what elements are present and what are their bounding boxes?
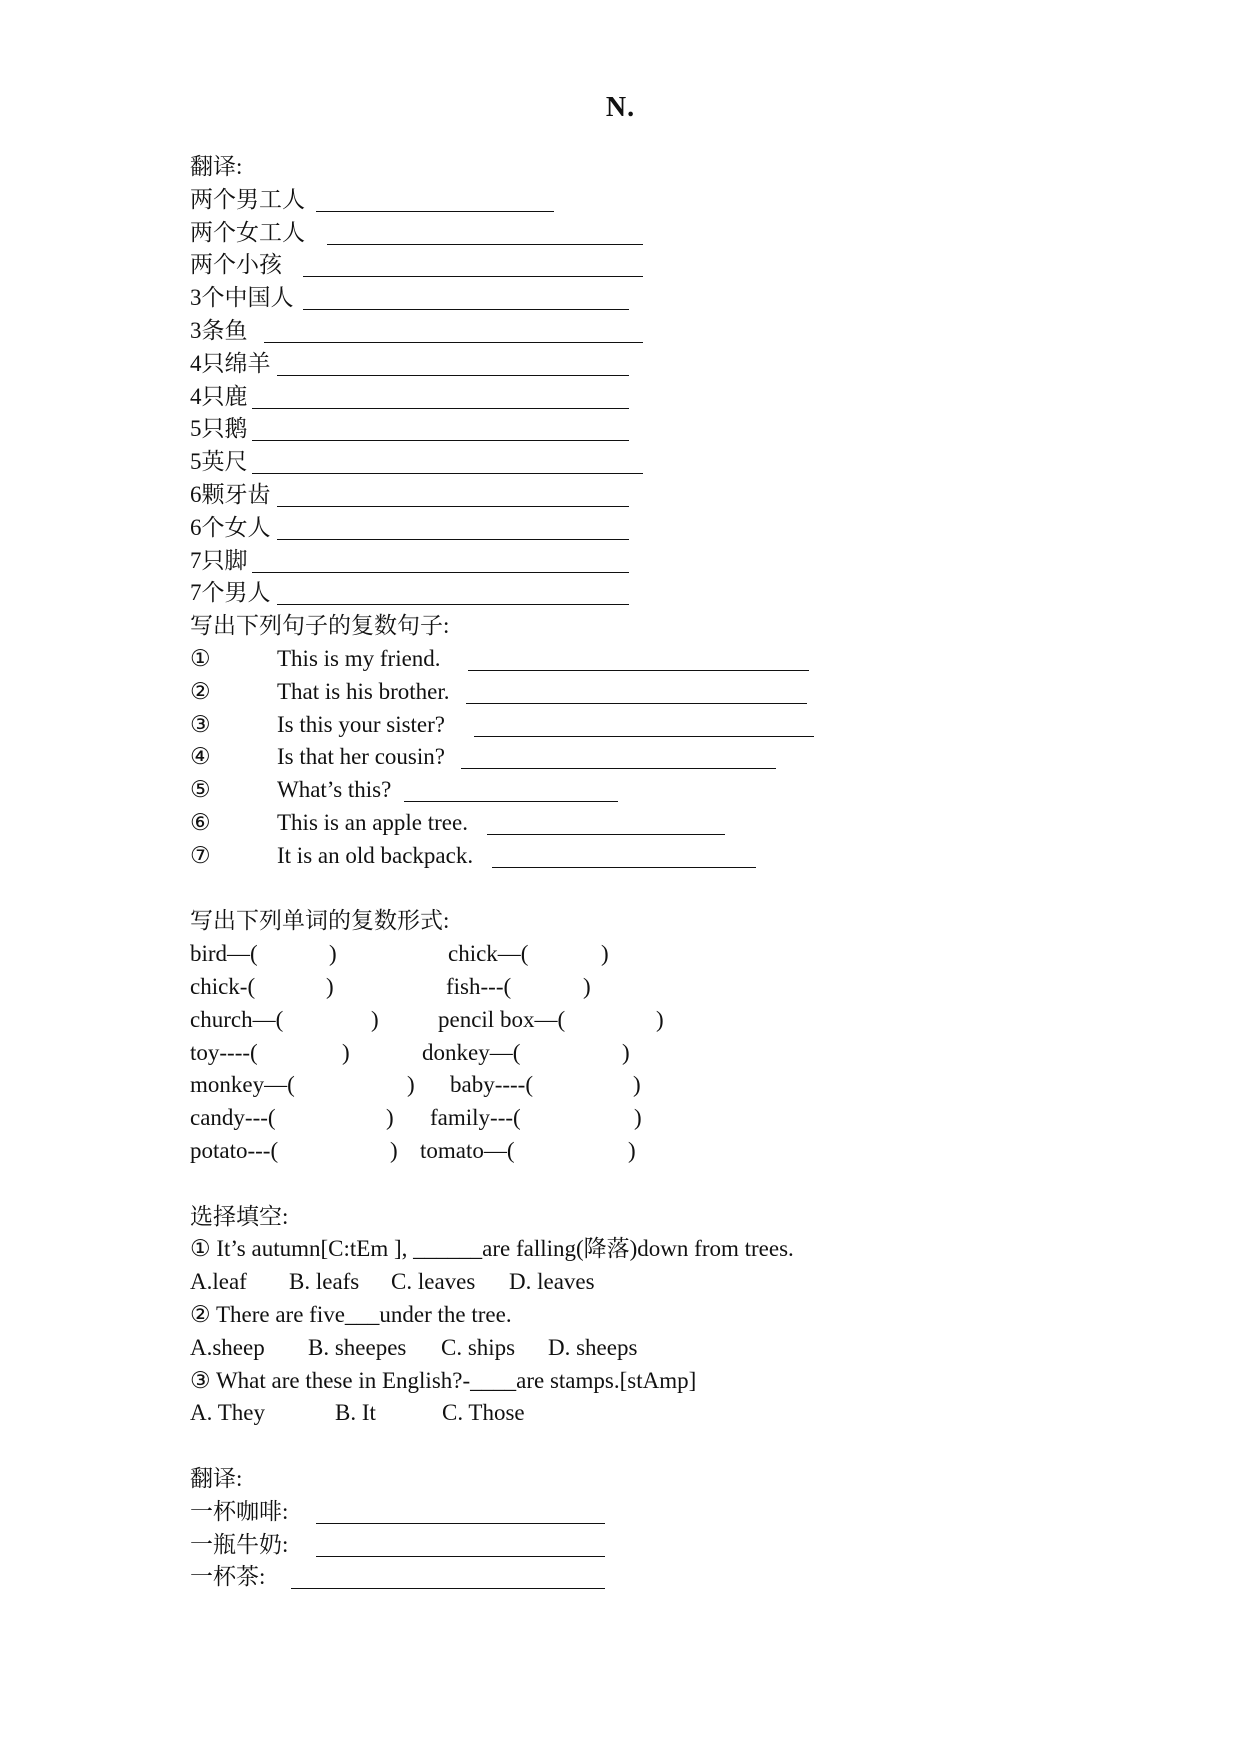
item-label: 3个中国人 [190, 285, 294, 310]
sentence-item [190, 807, 1090, 839]
answer-blank[interactable] [303, 309, 629, 310]
item-number: ① [190, 646, 211, 671]
answer-blank[interactable] [303, 276, 643, 277]
section-heading [190, 1463, 1090, 1495]
paren-close: ) [622, 1040, 630, 1065]
heading-choice: 选择填空: [190, 1204, 289, 1229]
answer-blank[interactable] [252, 473, 643, 474]
question-options [190, 1397, 1090, 1429]
answer-blank[interactable] [277, 375, 629, 376]
option[interactable]: A.leaf [190, 1269, 247, 1294]
answer-blank[interactable] [466, 703, 807, 704]
word-right: tomato—( [420, 1138, 515, 1163]
translate-item [190, 413, 1090, 445]
question-options [190, 1332, 1090, 1364]
item-label: 一瓶牛奶: [190, 1532, 289, 1557]
answer-blank[interactable] [474, 736, 814, 737]
word-right: chick—( [448, 941, 529, 966]
answer-blank[interactable] [252, 440, 629, 441]
item-label: 6颗牙齿 [190, 482, 271, 507]
sentence-item [190, 741, 1090, 773]
translate-item [190, 1529, 1090, 1561]
item-label: 两个男工人 [190, 187, 305, 212]
item-label: 4只鹿 [190, 384, 248, 409]
question-stem [190, 1233, 1090, 1265]
option[interactable]: D. leaves [509, 1269, 595, 1294]
translate-item [190, 512, 1090, 544]
word-right: donkey—( [422, 1040, 521, 1065]
plural-pair [190, 938, 1090, 970]
sentence-text: Is that her cousin? [277, 744, 445, 769]
item-number: ② [190, 679, 211, 704]
plural-pair [190, 1004, 1090, 1036]
question-stem [190, 1299, 1090, 1331]
item-number: ⑦ [190, 843, 211, 868]
sentence-text: It is an old backpack. [277, 843, 474, 868]
option[interactable]: D. sheeps [548, 1335, 638, 1360]
translate-item [190, 545, 1090, 577]
answer-blank[interactable] [264, 342, 643, 343]
sentence-item [190, 774, 1090, 806]
option[interactable]: B. It [335, 1400, 376, 1425]
section-heading [190, 610, 1090, 642]
plural-pair [190, 1037, 1090, 1069]
word-left: chick-( [190, 974, 256, 999]
answer-blank[interactable] [487, 834, 725, 835]
heading-translate-2: 翻译: [190, 1466, 243, 1491]
sentence-text: This is my friend. [277, 646, 441, 671]
sentence-item [190, 676, 1090, 708]
option[interactable]: B. leafs [289, 1269, 360, 1294]
translate-item [190, 315, 1090, 347]
option[interactable]: B. sheepes [308, 1335, 407, 1360]
section-heading [190, 905, 1090, 937]
question-text: ② There are five___under the tree. [190, 1302, 512, 1327]
item-number: ⑤ [190, 777, 211, 802]
word-left: candy---( [190, 1105, 276, 1130]
item-number: ③ [190, 712, 211, 737]
paren-close: ) [342, 1040, 350, 1065]
paren-close: ) [633, 1072, 641, 1097]
word-left: church—( [190, 1007, 284, 1032]
translate-item [190, 184, 1090, 216]
sentence-text: That is his brother. [277, 679, 450, 704]
word-right: pencil box—( [438, 1007, 566, 1032]
plural-pair [190, 1102, 1090, 1134]
option[interactable]: A.sheep [190, 1335, 265, 1360]
answer-blank[interactable] [252, 572, 629, 573]
item-label: 两个小孩 [190, 252, 282, 277]
answer-blank[interactable] [277, 539, 629, 540]
option[interactable]: C. Those [442, 1400, 525, 1425]
item-label: 3条鱼 [190, 318, 248, 343]
item-number: ④ [190, 744, 211, 769]
word-right: baby----( [450, 1072, 534, 1097]
option[interactable]: C. ships [441, 1335, 516, 1360]
item-label: 4只绵羊 [190, 351, 271, 376]
section-heading [190, 1201, 1090, 1233]
plural-pair [190, 971, 1090, 1003]
translate-item [190, 479, 1090, 511]
sentence-text: What’s this? [277, 777, 392, 802]
answer-blank[interactable] [404, 801, 618, 802]
option[interactable]: A. They [190, 1400, 265, 1425]
translate-item [190, 249, 1090, 281]
paren-close: ) [329, 941, 337, 966]
paren-close: ) [407, 1072, 415, 1097]
word-right: fish---( [446, 974, 512, 999]
item-label: 5英尺 [190, 449, 248, 474]
answer-blank[interactable] [277, 604, 629, 605]
translate-item [190, 1561, 1090, 1593]
answer-blank[interactable] [316, 1523, 605, 1524]
paren-close: ) [326, 974, 334, 999]
question-stem [190, 1365, 1090, 1397]
item-label: 两个女工人 [190, 220, 305, 245]
question-options [190, 1266, 1090, 1298]
heading-sentences: 写出下列句子的复数句子: [190, 613, 450, 638]
word-left: bird—( [190, 941, 258, 966]
section-heading [190, 151, 1090, 183]
word-right: family---( [430, 1105, 521, 1130]
heading-translate: 翻译: [190, 154, 243, 179]
translate-item [190, 217, 1090, 249]
paren-close: ) [390, 1138, 398, 1163]
paren-close: ) [628, 1138, 636, 1163]
answer-blank[interactable] [316, 211, 554, 212]
answer-blank[interactable] [468, 670, 809, 671]
item-number: ⑥ [190, 810, 211, 835]
plural-pair [190, 1069, 1090, 1101]
paren-close: ) [386, 1105, 394, 1130]
translate-item [190, 381, 1090, 413]
option[interactable]: C. leaves [391, 1269, 476, 1294]
paren-close: ) [583, 974, 591, 999]
page-title: N. [605, 92, 636, 123]
translate-item [190, 348, 1090, 380]
paren-close: ) [601, 941, 609, 966]
answer-blank[interactable] [291, 1588, 605, 1589]
translate-item [190, 1496, 1090, 1528]
item-label: 一杯咖啡: [190, 1499, 289, 1524]
heading-plurals: 写出下列单词的复数形式: [190, 908, 450, 933]
answer-blank[interactable] [492, 867, 756, 868]
plural-pair [190, 1135, 1090, 1167]
translate-item [190, 282, 1090, 314]
sentence-item [190, 840, 1090, 872]
word-left: potato---( [190, 1138, 279, 1163]
paren-close: ) [371, 1007, 379, 1032]
word-left: toy----( [190, 1040, 258, 1065]
answer-blank[interactable] [277, 506, 629, 507]
translate-item [190, 577, 1090, 609]
question-text: ① It’s autumn[C:tEm ], ______are falling(降落)down from trees. [190, 1236, 794, 1261]
paren-close: ) [634, 1105, 642, 1130]
question-text: ③ What are these in English?-____are stamps.[stAmp] [190, 1368, 697, 1393]
answer-blank[interactable] [316, 1556, 605, 1557]
word-left: monkey—( [190, 1072, 295, 1097]
sentence-item [190, 643, 1090, 675]
item-label: 7个男人 [190, 580, 271, 605]
paren-close: ) [656, 1007, 664, 1032]
item-label: 7只脚 [190, 548, 248, 573]
item-label: 6个女人 [190, 515, 271, 540]
item-label: 5只鹅 [190, 416, 248, 441]
answer-blank[interactable] [252, 408, 629, 409]
sentence-text: Is this your sister? [277, 712, 446, 737]
answer-blank[interactable] [327, 244, 643, 245]
translate-item [190, 446, 1090, 478]
answer-blank[interactable] [461, 768, 776, 769]
item-label: 一杯茶: [190, 1564, 266, 1589]
sentence-item [190, 709, 1090, 741]
sentence-text: This is an apple tree. [277, 810, 468, 835]
